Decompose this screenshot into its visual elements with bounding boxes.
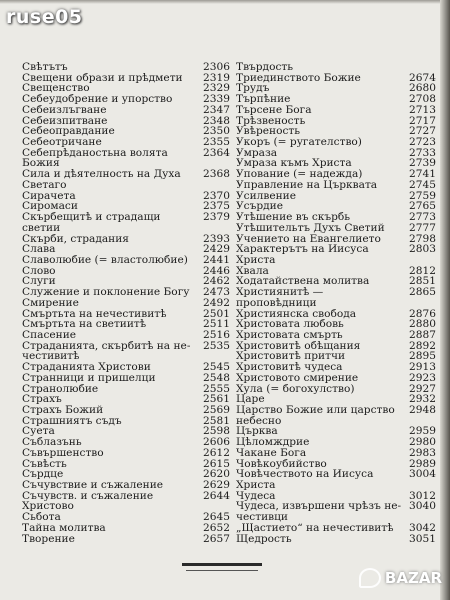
index-entry bbox=[236, 373, 436, 384]
index-page-number: 2339 bbox=[203, 93, 230, 106]
index-entry bbox=[22, 255, 230, 266]
index-page-number: 2680 bbox=[409, 82, 436, 95]
index-term: Управление на Църквата bbox=[236, 179, 378, 191]
index-page-number: 2880 bbox=[409, 318, 436, 331]
index-entry bbox=[236, 319, 436, 330]
index-term: Твърдость bbox=[236, 62, 294, 73]
index-term: Христовитѣ притчи bbox=[236, 351, 346, 363]
index-entry bbox=[236, 137, 436, 148]
index-page-number: 2368 bbox=[203, 168, 230, 181]
index-entry bbox=[22, 362, 230, 373]
index-term: Усърдие bbox=[236, 201, 283, 213]
index-page-number: 3042 bbox=[409, 521, 436, 534]
index-page-number: 2620 bbox=[203, 468, 230, 481]
index-page-number: 2370 bbox=[203, 189, 230, 202]
index-term: Спасение bbox=[22, 329, 77, 341]
index-entry bbox=[236, 469, 436, 490]
bottom-rule bbox=[182, 563, 262, 566]
index-entry bbox=[22, 201, 230, 212]
index-page-number: 2895 bbox=[409, 350, 436, 363]
index-page-number: 3040 bbox=[409, 500, 436, 513]
index-term: Свѣтътъ bbox=[22, 62, 68, 73]
index-term: Християнска свобода bbox=[236, 308, 357, 320]
index-page-number: 2865 bbox=[409, 286, 436, 299]
index-term: Умраза bbox=[236, 147, 278, 159]
index-entry bbox=[236, 266, 436, 277]
index-term: Човѣкоубийство bbox=[236, 458, 327, 470]
index-page-number: 2798 bbox=[409, 232, 436, 245]
index-term: Трѣзвеность bbox=[236, 115, 306, 127]
index-page-number: 2598 bbox=[203, 425, 230, 438]
index-entry bbox=[236, 351, 436, 362]
index-page-number: 2983 bbox=[409, 446, 436, 459]
index-term: Чудеса bbox=[236, 490, 276, 502]
index-term: Хвала bbox=[236, 265, 269, 277]
index-entry bbox=[236, 180, 436, 191]
index-term: Триединството Божие bbox=[236, 72, 361, 84]
index-entry bbox=[22, 169, 230, 190]
index-term: Себепрѣданостьна волята Божия bbox=[22, 147, 168, 170]
index-page-number: 2319 bbox=[203, 71, 230, 84]
index-term: Себеизпитване bbox=[22, 115, 108, 127]
index-term: Чудеса, извършени чрѣзъ не- честивци bbox=[236, 501, 402, 523]
index-term: Щедрость bbox=[236, 533, 292, 545]
index-entry bbox=[236, 212, 436, 223]
index-term: Търпѣние bbox=[236, 94, 291, 105]
index-term: Смирение bbox=[22, 297, 79, 309]
index-page-number: 2708 bbox=[409, 93, 436, 106]
index-entry bbox=[236, 384, 436, 395]
index-page-number: 2727 bbox=[409, 125, 436, 138]
index-term: Сиромаси bbox=[22, 201, 78, 213]
page-top-shadow bbox=[0, 0, 450, 4]
index-page-number: 2657 bbox=[203, 532, 230, 545]
index-page-number: 2355 bbox=[203, 136, 230, 149]
index-page-number: 2652 bbox=[203, 521, 230, 534]
index-page-number: 2948 bbox=[409, 404, 436, 416]
index-entry bbox=[22, 148, 230, 169]
index-term: Християнитѣ — проповѣдници bbox=[236, 287, 324, 309]
index-term: Суета bbox=[22, 426, 55, 438]
index-entry bbox=[236, 341, 436, 352]
index-term: Христовитѣ чудеса bbox=[236, 362, 343, 373]
index-entry bbox=[22, 373, 230, 384]
index-entry bbox=[22, 480, 230, 491]
index-page-number: 2759 bbox=[409, 189, 436, 202]
index-page-number: 2645 bbox=[203, 511, 230, 524]
index-term: Скърби, страдания bbox=[22, 233, 129, 245]
index-entry bbox=[22, 384, 230, 395]
index-entry bbox=[22, 116, 230, 127]
index-entry bbox=[22, 534, 230, 545]
index-term: Славолюбие (= властолюбие) bbox=[22, 254, 188, 266]
index-term: Чакане Бога bbox=[236, 447, 307, 459]
index-entry bbox=[236, 73, 436, 84]
index-entry bbox=[236, 234, 436, 245]
index-term: Страданията Христови bbox=[22, 362, 151, 373]
index-page-number: 2739 bbox=[409, 157, 436, 170]
index-term: Христовото смирение bbox=[236, 372, 359, 384]
index-page-number: 2629 bbox=[203, 479, 230, 492]
index-term: Страхъ bbox=[22, 394, 62, 405]
index-term: Тайна молитва bbox=[22, 522, 106, 534]
index-term: Служение и поклонение Богу bbox=[22, 287, 190, 298]
index-page-number: 2927 bbox=[409, 382, 436, 395]
index-page-number: 2516 bbox=[203, 328, 230, 341]
index-entry bbox=[236, 191, 436, 202]
index-page-number: 3012 bbox=[409, 489, 436, 502]
index-term: Странолюбие bbox=[22, 383, 99, 395]
index-term: Трудъ bbox=[236, 83, 270, 95]
index-term: Христовата смърть bbox=[236, 329, 343, 341]
index-term: Утѣшительтъ Духъ Светий bbox=[236, 222, 385, 234]
index-term: Характерътъ на Иисуса Христа bbox=[236, 244, 369, 266]
index-term: Слуги bbox=[22, 276, 56, 288]
speech-bubble-icon bbox=[359, 568, 381, 588]
index-term: Умраза къмъ Христа bbox=[236, 158, 352, 170]
index-page-number: 2803 bbox=[409, 243, 436, 256]
index-page-number: 2773 bbox=[409, 211, 436, 224]
index-page-number: 2348 bbox=[203, 114, 230, 127]
index-page-number: 2989 bbox=[409, 457, 436, 470]
index-entry bbox=[236, 244, 436, 265]
index-page-number: 2733 bbox=[409, 146, 436, 159]
index-entry bbox=[22, 191, 230, 202]
index-term: Скърбещитѣ и страдащи светии bbox=[22, 212, 161, 234]
index-term: Христовитѣ обѣщания bbox=[236, 340, 361, 352]
index-term: Ходатайствена молитва bbox=[236, 276, 370, 288]
index-term: Странници и пришелци bbox=[22, 372, 156, 384]
index-page-number: 2913 bbox=[409, 361, 436, 374]
index-term: Цѣломждрие bbox=[236, 437, 310, 448]
index-entry bbox=[22, 276, 230, 287]
index-term: „Щастието“ на нечестивитѣ bbox=[236, 522, 394, 534]
index-entry bbox=[22, 341, 230, 362]
index-entry bbox=[236, 523, 436, 534]
index-page-number: 2644 bbox=[203, 489, 230, 502]
index-page-number: 2887 bbox=[409, 328, 436, 341]
index-entry bbox=[22, 309, 230, 320]
index-page-number: 2329 bbox=[203, 82, 230, 95]
index-term: Смъртьта на нечестивитѣ bbox=[22, 308, 167, 320]
index-term: Себеудобрение и упорство bbox=[22, 94, 173, 105]
index-entry bbox=[22, 105, 230, 116]
index-page-number: 2980 bbox=[409, 436, 436, 449]
index-entry bbox=[22, 330, 230, 341]
index-page-number: 2306 bbox=[203, 61, 230, 73]
index-term: Себеотричане bbox=[22, 137, 102, 148]
index-page-number: 2501 bbox=[203, 307, 230, 320]
watermark-username: ruse05 bbox=[6, 6, 83, 28]
index-entry bbox=[236, 534, 436, 545]
index-entry bbox=[22, 437, 230, 448]
index-term: Увѣреность bbox=[236, 126, 301, 138]
index-term: Съвѣсть bbox=[22, 458, 67, 470]
index-page-number: 2492 bbox=[203, 296, 230, 309]
index-entry bbox=[236, 148, 436, 159]
index-entry bbox=[236, 201, 436, 212]
index-page-number: 2379 bbox=[203, 211, 230, 224]
index-entry bbox=[236, 437, 436, 448]
index-entry bbox=[22, 523, 230, 534]
index-entry bbox=[22, 137, 230, 148]
index-term: Царство Божие или царство небесно bbox=[236, 405, 395, 427]
index-term: Слава bbox=[22, 244, 56, 255]
index-term: Съблазънь bbox=[22, 437, 82, 448]
index-page-number: 2473 bbox=[203, 286, 230, 299]
index-term: Съвършенство bbox=[22, 447, 104, 459]
index-page-number: 2741 bbox=[409, 168, 436, 181]
index-entry bbox=[22, 94, 230, 105]
index-page-number: 2545 bbox=[203, 361, 230, 374]
index-entry bbox=[236, 448, 436, 459]
index-term: Човѣчеството на Иисуса Христа bbox=[236, 469, 374, 491]
index-entry bbox=[22, 234, 230, 245]
index-entry bbox=[22, 298, 230, 309]
index-page-number: 2612 bbox=[203, 446, 230, 459]
index-term: Църква bbox=[236, 426, 278, 438]
index-term: Творение bbox=[22, 533, 75, 545]
index-entry bbox=[22, 83, 230, 94]
index-term: Страхъ Божий bbox=[22, 405, 104, 416]
index-term: Свещенство bbox=[22, 83, 90, 95]
index-entry bbox=[22, 426, 230, 437]
index-page-number: 2674 bbox=[409, 71, 436, 84]
index-page-number: 2535 bbox=[203, 339, 230, 352]
index-entry bbox=[22, 405, 230, 416]
index-page-number: 2959 bbox=[409, 425, 436, 438]
index-term: Сила и дѣятелность на Духа Светаго bbox=[22, 169, 181, 191]
index-term: Смъртьта на светиитѣ bbox=[22, 319, 147, 330]
index-entry bbox=[236, 330, 436, 341]
index-term: Себеизлъгване bbox=[22, 104, 107, 116]
index-entry bbox=[236, 426, 436, 437]
index-entry bbox=[22, 266, 230, 277]
index-page-number: 2723 bbox=[409, 136, 436, 149]
index-entry bbox=[236, 158, 436, 169]
index-page-number: 3004 bbox=[409, 468, 436, 481]
index-entry bbox=[22, 416, 230, 427]
index-entry bbox=[22, 394, 230, 405]
index-page-number: 2347 bbox=[203, 103, 230, 116]
page-edge-shadow bbox=[440, 0, 450, 600]
index-page-number: 2441 bbox=[203, 253, 230, 266]
index-entry bbox=[236, 491, 436, 502]
index-term: Царе bbox=[236, 394, 265, 405]
index-page-number: 3051 bbox=[409, 532, 436, 545]
index-entry bbox=[22, 126, 230, 137]
index-term: Себеоправдание bbox=[22, 126, 115, 138]
index-page-number: 2569 bbox=[203, 404, 230, 416]
index-term: Сьбота bbox=[22, 512, 61, 523]
index-entry bbox=[22, 62, 230, 73]
index-entry bbox=[236, 83, 436, 94]
index-entry bbox=[236, 105, 436, 116]
bottom-rule-thin bbox=[186, 570, 258, 571]
index-term: Слово bbox=[22, 265, 56, 277]
index-page-number: 2429 bbox=[203, 243, 230, 256]
index-term: Страшниятъ съдъ bbox=[22, 415, 122, 427]
index-term: Учението на Евангелието bbox=[236, 233, 381, 245]
index-term: Съчувствие и съжаление bbox=[22, 480, 164, 491]
index-entry bbox=[22, 212, 230, 233]
index-page-number: 2851 bbox=[409, 275, 436, 288]
index-entry bbox=[22, 448, 230, 459]
index-page-number: 2765 bbox=[409, 200, 436, 213]
index-column-left bbox=[22, 62, 230, 544]
watermark-logo bbox=[359, 568, 442, 588]
index-entry bbox=[236, 405, 436, 426]
index-column-right bbox=[236, 62, 436, 544]
index-page-number: 2923 bbox=[409, 371, 436, 384]
index-term: Съчувств. и съжаление Христово bbox=[22, 490, 154, 513]
index-page-number: 2812 bbox=[409, 264, 436, 277]
index-page-number: 2606 bbox=[203, 436, 230, 449]
index-term: Христовата любовь bbox=[236, 319, 344, 330]
index-entry bbox=[22, 459, 230, 470]
index-page-number: 2561 bbox=[203, 393, 230, 406]
index-entry bbox=[22, 512, 230, 523]
index-page-number: 2777 bbox=[409, 221, 436, 234]
index-term: Утѣшение въ скърбь bbox=[236, 212, 351, 223]
index-entry bbox=[22, 469, 230, 480]
index-page-number: 2581 bbox=[203, 414, 230, 427]
index-page-number: 2511 bbox=[203, 318, 230, 331]
index-entry bbox=[236, 62, 436, 73]
index-term: Сирачета bbox=[22, 190, 76, 202]
index-entry bbox=[236, 94, 436, 105]
index-entry bbox=[22, 319, 230, 330]
index-entry bbox=[236, 276, 436, 287]
index-page-number: 2932 bbox=[409, 393, 436, 406]
index-page-number: 2364 bbox=[203, 146, 230, 159]
index-entry bbox=[22, 244, 230, 255]
watermark-site: BAZAR bbox=[384, 569, 442, 587]
index-page-number: 2615 bbox=[203, 457, 230, 470]
index-page-number: 2717 bbox=[409, 114, 436, 127]
index-entry bbox=[236, 362, 436, 373]
index-entry bbox=[236, 459, 436, 470]
index-page-number: 2375 bbox=[203, 200, 230, 213]
index-entry bbox=[236, 169, 436, 180]
index-page-number: 2548 bbox=[203, 371, 230, 384]
index-term: Усилвение bbox=[236, 190, 297, 202]
index-term: Свещени образи и прѣдмети bbox=[22, 72, 183, 84]
index-page-number: 2462 bbox=[203, 275, 230, 288]
index-page-number: 2350 bbox=[203, 125, 230, 138]
index-term: Упование (= надежда) bbox=[236, 169, 363, 180]
index-entry bbox=[236, 394, 436, 405]
index-entry bbox=[236, 309, 436, 320]
index-entry bbox=[22, 491, 230, 512]
index-term: Хула (= богохулство) bbox=[236, 383, 355, 395]
index-term: Сърдце bbox=[22, 469, 64, 481]
index-entry bbox=[22, 287, 230, 298]
index-term: Укоръ (= ругателство) bbox=[236, 137, 362, 148]
index-term: Търсене Бога bbox=[236, 104, 312, 116]
index-entry bbox=[236, 126, 436, 137]
index-page-number: 2555 bbox=[203, 382, 230, 395]
index-page-number: 2876 bbox=[409, 307, 436, 320]
index-entry bbox=[236, 501, 436, 522]
index-page-number: 2446 bbox=[203, 264, 230, 277]
index-page-number: 2892 bbox=[409, 339, 436, 352]
index-entry bbox=[22, 73, 230, 84]
index-page-number: 2745 bbox=[409, 178, 436, 191]
index-page-number: 2713 bbox=[409, 103, 436, 116]
index-page-number: 2393 bbox=[203, 232, 230, 245]
index-entry bbox=[236, 116, 436, 127]
index-entry bbox=[236, 223, 436, 234]
index-entry bbox=[236, 287, 436, 308]
index-term: Страданията, скърбитѣ на не- честивитѣ bbox=[22, 340, 191, 363]
